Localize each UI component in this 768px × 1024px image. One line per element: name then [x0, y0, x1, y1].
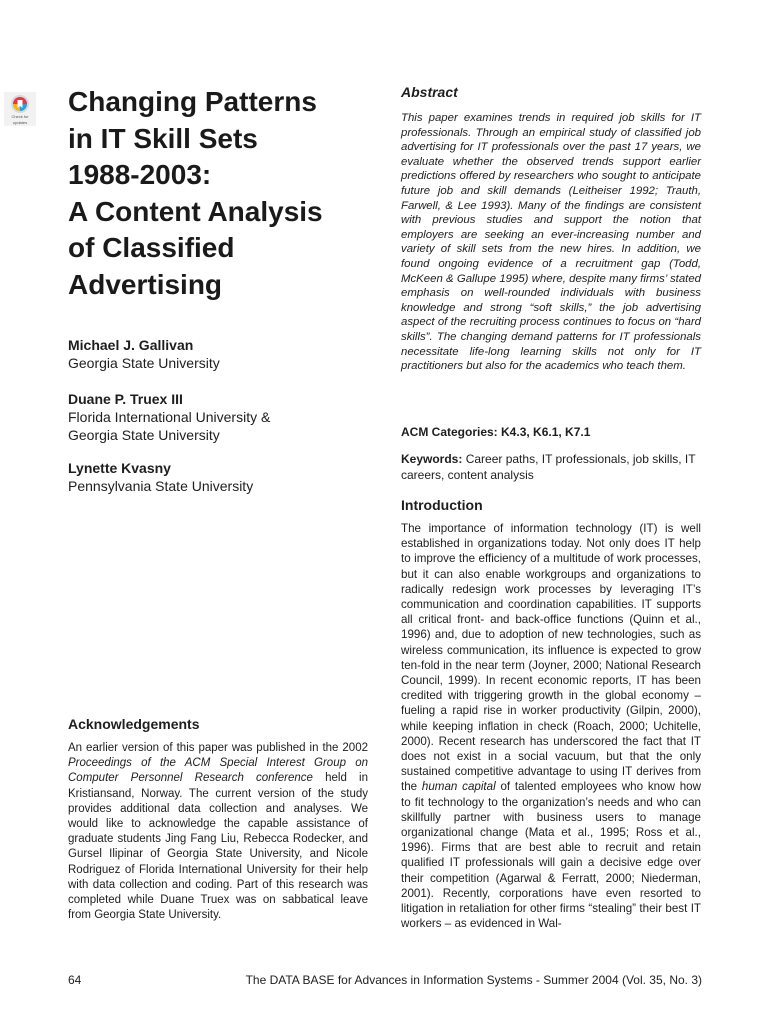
title-line: A Content Analysis — [68, 195, 323, 227]
keywords — [401, 451, 701, 483]
crossmark-icon — [10, 94, 30, 114]
author-name: Michael J. Gallivan — [68, 337, 194, 353]
introduction-heading: Introduction — [401, 497, 483, 513]
acm-categories: ACM Categories: K4.3, K6.1, K7.1 — [401, 425, 591, 439]
title-line: Changing Patterns — [68, 86, 317, 117]
abstract-heading: Abstract — [401, 84, 458, 100]
intro-text-before: The importance of information technology (IT) is well established in organizations today. Not only does IT help to improve the efficiency of a multitude of work processes, but it can also enable workgroups and organizations to radically redesign work processes by leveraging IT’s communication and coordination capabilities. IT supports all critical front- and back-office functions (Quinn et al., 1996) and, due to adoption of new technologies, such as wireless communication, its influence is expected to grow ten-fold in the near term (Joyner, 2000; National Research Council, 1999). In recent economic reports, IT has been credited with triggering growth in the global economy – fueling a rapid rise in worker productivity (Gilpin, 2000), while keeping inflation in check (Roach, 2000; Uchitelle, 2000). Recent research has underscored the fact that IT does not exist in a social vacuum, but that the only sustained competitive advantage to using IT derives from the — [401, 522, 701, 794]
paper-title — [68, 84, 368, 303]
keywords-text: Career paths, IT professionals, job skills, IT careers, content analysis — [401, 452, 696, 482]
author-affiliation: Florida International University & — [68, 409, 271, 425]
check-for-updates-badge[interactable] — [4, 92, 36, 126]
author-block — [68, 459, 368, 495]
intro-text-after: of talented employees who know how to fit technology to the organization’s needs and who can skillfully partner with business users to manage organizational change (Mata et al., 1995; Ross et al., 1996). Firms that are best able to recruit and retain qualified IT professionals will gain a decisive edge over their competition (Agarwal & Ferratt, 2000; Niederman, 2001). Recently, corporations have even resorted to litigation in retaliation for other firms “stealing” their best IT workers – as evidenced in Wal- — [401, 780, 701, 931]
introduction-text — [401, 521, 701, 931]
acknowledgements-heading: Acknowledgements — [68, 716, 200, 732]
author-block — [68, 336, 368, 372]
intro-text-italic: human capital — [421, 780, 496, 794]
abstract-text: This paper examines trends in required job skills for IT professionals. Through an empirical study of classified job advertising for IT professionals over the past 17 years, we evaluate whether the observed trends support earlier predictions offered by researchers who sought to anticipate future job and skill demands (Leitheiser 1992; Trauth, Farwell, & Lee 1993). Many of the findings are consistent with previous studies and support the notion that employers are seeking an ever-increasing number and variety of skill sets from the new hires. In addition, we found ongoing evidence of a recruitment gap (Todd, McKeen & Gallupe 1995) where, despite many firms’ stated emphasis on well-rounded individuals with business knowledge and strong “soft skills,” the job advertising aspect of the recruiting process continues to focus on “hard skills”. The changing demand patterns for IT professionals necessitate life-long learning skills not only for IT practitioners but also for the academics who teach them. — [401, 112, 701, 373]
badge-label-line2: updates — [12, 119, 28, 125]
author-block — [68, 390, 368, 444]
badge-label-line1: Check for — [11, 114, 29, 119]
title-line: of Classified — [68, 232, 235, 263]
ack-text-before: An earlier version of this paper was published in the 2002 — [68, 742, 368, 754]
author-affiliation: Pennsylvania State University — [68, 478, 254, 494]
author-name: Duane P. Truex III — [68, 391, 183, 407]
ack-text-after: held in Kristiansand, Norway. The current version of the study provides additional data collection and analyses. We would like to acknowledge the capable assistance of graduate students Jing Fang Liu, Rebecca Rodecker, and Gursel Ilipinar of Georgia State University, and Nicole Rodriguez of Florida International University for their help with data collection and coding. Part of this research was completed while Duane Truex was on sabbatical leave from Georgia State University. — [68, 772, 368, 922]
author-affiliation: Georgia State University — [68, 355, 220, 371]
page-number: 64 — [68, 973, 82, 987]
ack-text-italic: Proceedings of the ACM Special Interest Group on Computer Personnel Research conference — [68, 757, 368, 785]
title-line: Advertising — [68, 268, 223, 300]
title-line: 1988-2003: — [68, 159, 212, 190]
acknowledgements-text — [68, 741, 368, 923]
keywords-label: Keywords: — [401, 452, 463, 466]
title-line: in IT Skill Sets — [68, 122, 258, 154]
author-affiliation: Georgia State University — [68, 427, 220, 443]
journal-footer: The DATA BASE for Advances in Information Systems - Summer 2004 (Vol. 35, No. 3) — [245, 973, 702, 987]
author-name: Lynette Kvasny — [68, 460, 171, 476]
